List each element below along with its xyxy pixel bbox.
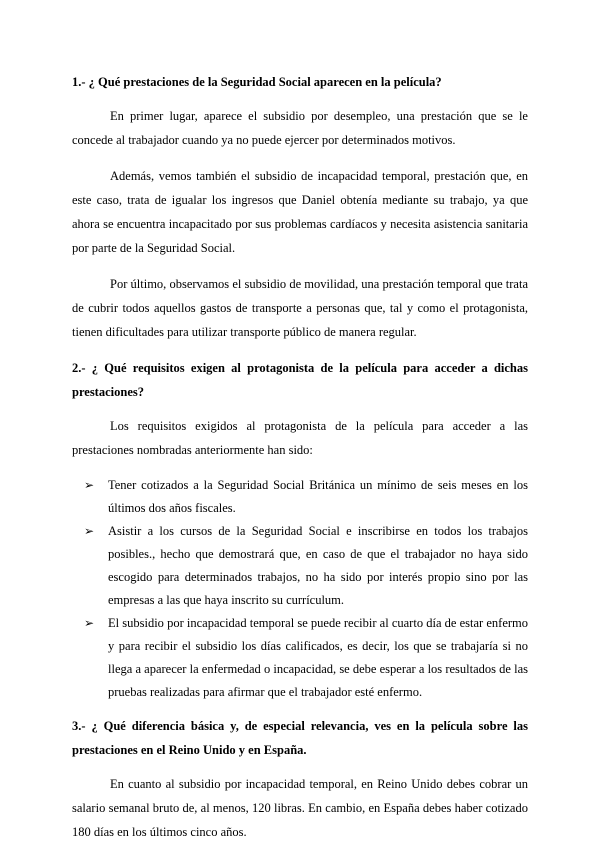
list-item-text: El subsidio por incapacidad temporal se puede recibir al cuarto día de estar enfermo y para recibir el subsidio los días calificados, es decir, los que se trabajaría si no llega a aparecer la enfermedad o incapacidad, se debe esperar a los resultados de las pruebas realizadas para afirmar que el trabajador esté enfermo. <box>108 616 528 699</box>
section-1-paragraph-2: Además, vemos también el subsidio de incapacidad temporal, prestación que, en este caso, trata de igualar los ingresos que Daniel obtenía mediante su trabajo, ya que ahora se encuentra incapacitado por sus problemas cardíacos y necesita asistencia sanitaria por parte de la Seguridad Social. <box>72 169 528 255</box>
section-1-heading: 1.- ¿ Qué prestaciones de la Seguridad Social aparecen en la película? <box>72 75 442 89</box>
requirements-list <box>72 474 528 704</box>
list-item <box>72 520 528 612</box>
section-3 <box>72 714 528 844</box>
section-3-heading: 3.- ¿ Qué diferencia básica y, de especial relevancia, ves en la película sobre las prestaciones en el Reino Unido y en España. <box>72 719 528 757</box>
section-1-paragraph-1: En primer lugar, aparece el subsidio por desempleo, una prestación que se le concede al trabajador cuando ya no puede ejercer por determinados motivos. <box>72 109 528 147</box>
list-item <box>72 612 528 704</box>
section-3-paragraph-1: En cuanto al subsidio por incapacidad temporal, en Reino Unido debes cobrar un salario semanal bruto de, al menos, 120 libras. En cambio, en España debes haber cotizado 180 días en los últimos cinco años. <box>72 777 528 839</box>
list-item-text: Tener cotizados a la Seguridad Social Británica un mínimo de seis meses en los últimos dos años fiscales. <box>108 478 528 515</box>
arrow-bullet-icon: ➢ <box>84 524 95 538</box>
list-item <box>72 474 528 520</box>
section-1 <box>72 70 528 344</box>
section-1-paragraph-3: Por último, observamos el subsidio de movilidad, una prestación temporal que trata de cubrir todos aquellos gastos de transporte a personas que, tal y como el protagonista, tienen dificultades para utilizar transporte público de manera regular. <box>72 277 528 339</box>
arrow-bullet-icon: ➢ <box>84 478 95 492</box>
list-item-text: Asistir a los cursos de la Seguridad Social e inscribirse en todos los trabajos posibles., hecho que demostrará que, en caso de que el trabajador no haya sido escogido para determinados trabajos, no ha sido por interés propio sino por las empresas a las que haya inscrito su currículum. <box>108 524 528 607</box>
section-2-heading: 2.- ¿ Qué requisitos exigen al protagonista de la película para acceder a dichas prestaciones? <box>72 361 528 399</box>
arrow-bullet-icon: ➢ <box>84 616 95 630</box>
section-2-intro: Los requisitos exigidos al protagonista de la película para acceder a las prestaciones nombradas anteriormente han sido: <box>72 419 528 457</box>
section-2 <box>72 356 528 704</box>
